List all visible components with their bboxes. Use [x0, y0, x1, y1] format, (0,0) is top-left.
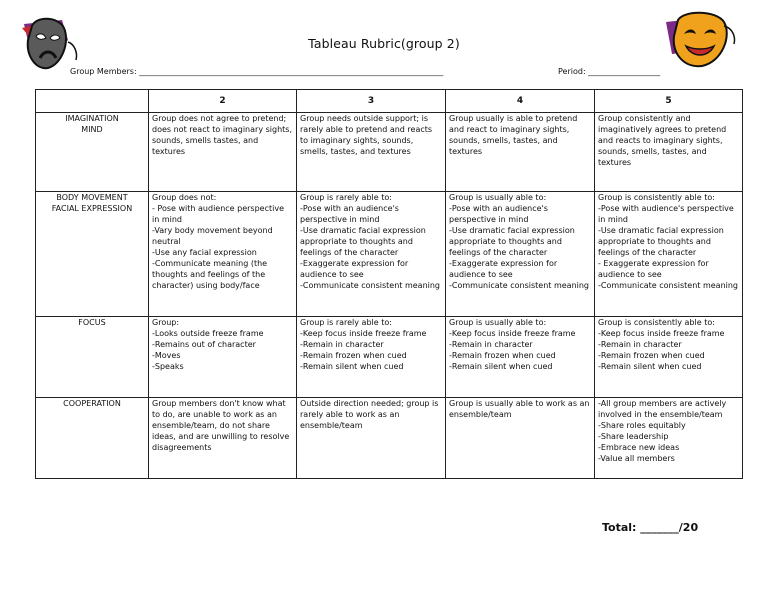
rubric-cell: Group is rarely able to: -Pose with an audience's perspective in mind -Use dramatic facial expression appropriate to thoughts and feelings of the character -Exaggerate expression for audience to see -Communicate consistent meaning [297, 192, 446, 317]
rubric-cell: -All group members are actively involved in the ensemble/team -Share roles equitably -Share leadership -Embrace new ideas -Value all members [595, 398, 743, 479]
page-title: Tableau Rubric(group 2) [308, 36, 460, 51]
rubric-cell: Group does not agree to pretend; does not react to imaginary sights, sounds, smells tastes, and textures [149, 113, 297, 192]
table-row [36, 192, 743, 317]
category-label: BODY MOVEMENT FACIAL EXPRESSION [36, 192, 149, 317]
table-row [36, 398, 743, 479]
rubric-cell: Group is usually able to work as an ensemble/team [446, 398, 595, 479]
rubric-cell: Group members don't know what to do, are unable to work as an ensemble/team, do not share ideas, and are unwilling to resolve disagreements [149, 398, 297, 479]
category-label: COOPERATION [36, 398, 149, 479]
rubric-cell: Group usually is able to pretend and react to imaginary sights, sounds, smells, tastes, and textures [446, 113, 595, 192]
column-header: 2 [149, 90, 297, 113]
rubric-cell: Group is consistently able to: -Pose with audience's perspective in mind -Use dramatic facial expression appropriate to thoughts and feelings of the character - Exaggerate expression for audience to see -Communicate consistent meaning [595, 192, 743, 317]
rubric-cell: Group is rarely able to: -Keep focus inside freeze frame -Remain in character -Remain frozen when cued -Remain silent when cued [297, 317, 446, 398]
rubric-cell: Group consistently and imaginatively agrees to pretend and reacts to imaginary sights, sounds, smells, tastes, and textures [595, 113, 743, 192]
category-label: FOCUS [36, 317, 149, 398]
rubric-cell: Group needs outside support; is rarely able to pretend and reacts to imaginary sights, sounds, smells, tastes, and textures [297, 113, 446, 192]
column-header: 4 [446, 90, 595, 113]
column-header: 5 [595, 90, 743, 113]
group-members-field: Group Members: ____________________________________________________________________________ [70, 67, 444, 76]
rubric-cell: Group does not: - Pose with audience perspective in mind -Vary body movement beyond neutral -Use any facial expression -Communicate meaning (the thoughts and feelings of the character) using body/face [149, 192, 297, 317]
table-row [36, 317, 743, 398]
rubric-cell: Group is consistently able to: -Keep focus inside freeze frame -Remain in character -Remain frozen when cued -Remain silent when cued [595, 317, 743, 398]
total-score: Total: _______/20 [602, 521, 699, 534]
table-row [36, 113, 743, 192]
rubric-table [35, 89, 743, 479]
rubric-cell: Group: -Looks outside freeze frame -Remains out of character -Moves -Speaks [149, 317, 297, 398]
header-row [36, 90, 743, 113]
rubric-cell: Outside direction needed; group is rarely able to work as an ensemble/team [297, 398, 446, 479]
column-header: 3 [297, 90, 446, 113]
rubric-cell: Group is usually able to: -Keep focus inside freeze frame -Remain in character -Remain frozen when cued -Remain silent when cued [446, 317, 595, 398]
column-header [36, 90, 149, 113]
period-field: Period: __________________ [558, 67, 661, 76]
category-label: IMAGINATION MIND [36, 113, 149, 192]
rubric-cell: Group is usually able to: -Pose with an audience's perspective in mind -Use dramatic facial expression appropriate to thoughts and feelings of the character -Exaggerate expression for audience to see -Communicate consistent meaning [446, 192, 595, 317]
